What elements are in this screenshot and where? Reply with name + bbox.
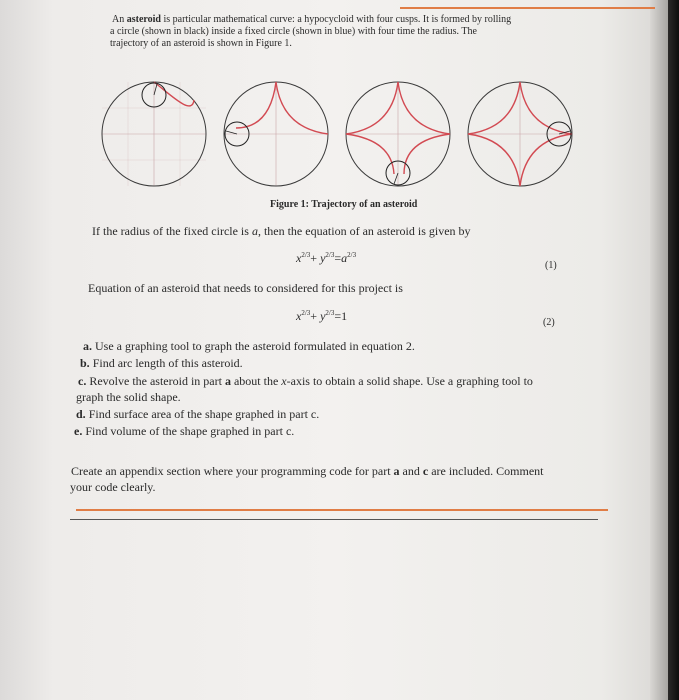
item-e: e. Find volume of the shape graphed in part c.	[74, 424, 295, 438]
intro-line-2: a circle (shown in black) inside a fixed circle (shown in blue) with four time the radius. The	[110, 26, 477, 37]
item-c-continued: graph the solid shape.	[76, 390, 181, 404]
top-orange-rule	[400, 7, 655, 9]
footer-gray-rule	[70, 519, 598, 520]
equation-2: $x^{2/3}+ y^{2/3}=1$	[296, 309, 348, 323]
dark-edge	[668, 0, 679, 700]
equation-2-number: (2)	[543, 317, 555, 328]
text-radius-sentence: If the radius of the fixed circle is a, then the equation of an asteroid is given by	[92, 224, 471, 238]
item-d: d. Find surface area of the shape graphed in part c.	[76, 407, 320, 421]
figure-caption: Figure 1: Trajectory of an asteroid	[270, 199, 418, 210]
intro-line-1: An asteroid is particular mathematical curve: a hypocycloid with four cusps. It is formed by rolling	[112, 14, 512, 25]
equation-1-number: (1)	[545, 260, 557, 271]
page-stack-edge	[650, 0, 668, 700]
asteroid-panel-3	[339, 78, 457, 190]
item-a: a. Use a graphing tool to graph the asteroid formulated in equation 2.	[83, 339, 415, 353]
item-c: c. Revolve the asteroid in part a about the x-axis to obtain a solid shape. Use a graphing tool to	[78, 374, 533, 388]
equation-1: $x^{2/3}+ y^{2/3}=a^{2/3}$	[296, 251, 357, 265]
item-b: b. Find arc length of this asteroid.	[80, 356, 243, 370]
appendix-line-1: Create an appendix section where your programming code for part a and c are included. Comment	[71, 464, 544, 478]
asteroid-panel-2	[217, 78, 335, 190]
appendix-line-2: your code clearly.	[70, 480, 156, 494]
figure-1	[95, 78, 575, 190]
asteroid-panel-4	[461, 78, 579, 190]
text-equation-intro: Equation of an asteroid that needs to considered for this project is	[88, 281, 403, 295]
intro-line-3: trajectory of an asteroid is shown in Figure 1.	[110, 38, 292, 49]
asteroid-panel-1	[95, 78, 213, 190]
footer-orange-rule	[76, 509, 608, 511]
